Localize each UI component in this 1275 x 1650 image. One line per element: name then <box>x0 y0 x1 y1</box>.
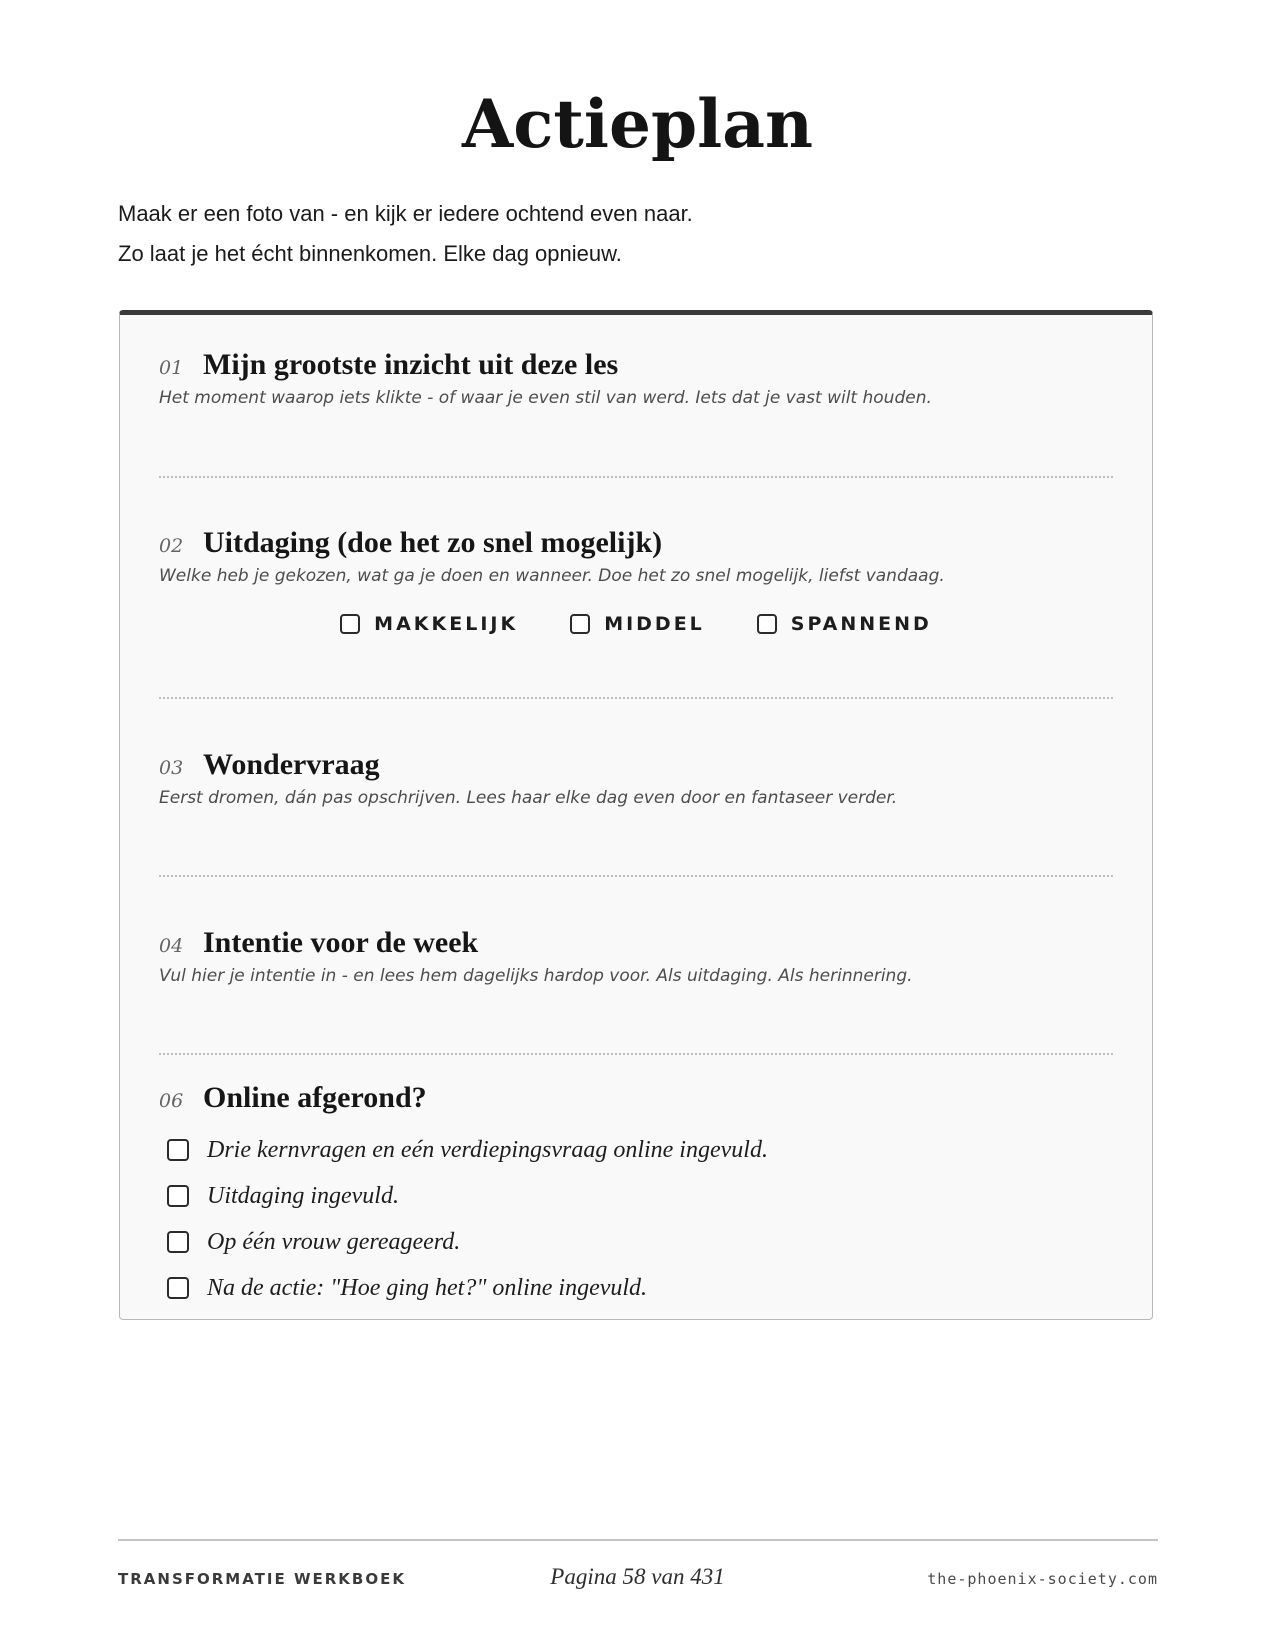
checkbox[interactable] <box>167 1231 189 1253</box>
section-intention <box>159 926 1113 986</box>
section-heading: Intentie voor de week <box>203 926 479 959</box>
option-label: SPANNEND <box>790 613 932 635</box>
checkbox[interactable] <box>167 1139 189 1161</box>
online-checklist <box>167 1127 768 1311</box>
section-miracle-question <box>159 748 1113 808</box>
section-heading: Online afgerond? <box>203 1081 427 1114</box>
difficulty-options <box>159 613 1113 635</box>
page-number: Pagina 58 van 431 <box>550 1564 725 1589</box>
footer-divider <box>118 1539 1158 1541</box>
section-divider <box>159 697 1113 699</box>
checkbox[interactable] <box>167 1185 189 1207</box>
page-title: Actieplan <box>462 85 813 163</box>
section-divider <box>159 476 1113 478</box>
footer-website: the-phoenix-society.com <box>927 1570 1158 1588</box>
section-heading: Uitdaging (doe het zo snel mogelijk) <box>203 526 663 559</box>
option-label: MAKKELIJK <box>374 613 519 635</box>
intro-line: Zo laat je het écht binnenkomen. Elke dag opnieuw. <box>118 241 622 266</box>
checkbox-spannend[interactable] <box>757 614 777 634</box>
checklist-label: Uitdaging ingevuld. <box>207 1182 399 1209</box>
checklist-label: Op één vrouw gereageerd. <box>207 1228 461 1255</box>
checklist-item[interactable] <box>167 1127 768 1173</box>
checklist-item[interactable] <box>167 1219 768 1265</box>
checkbox[interactable] <box>167 1277 189 1299</box>
option-label: MIDDEL <box>604 613 705 635</box>
section-number: 06 <box>159 1090 184 1112</box>
section-insight <box>159 348 1113 408</box>
option-makkelijk[interactable] <box>340 613 518 635</box>
checkbox-middel[interactable] <box>570 614 590 634</box>
section-challenge <box>159 526 1113 635</box>
option-spannend[interactable] <box>757 613 932 635</box>
section-number: 03 <box>159 757 184 779</box>
section-number: 01 <box>159 357 184 379</box>
intro-line: Maak er een foto van - en kijk er iedere ochtend even naar. <box>118 201 693 226</box>
checklist-label: Drie kernvragen en eén verdiepingsvraag online ingevuld. <box>207 1136 768 1163</box>
section-heading: Mijn grootste inzicht uit deze les <box>203 348 619 381</box>
section-subtitle: Eerst dromen, dán pas opschrijven. Lees haar elke dag even door en fantaseer verder. <box>159 788 898 808</box>
section-number: 04 <box>159 935 184 957</box>
section-subtitle: Het moment waarop iets klikte - of waar je even stil van werd. Iets dat je vast wilt houden. <box>159 388 932 408</box>
section-divider <box>159 875 1113 877</box>
footer-book-title: TRANSFORMATIE WERKBOEK <box>118 1570 406 1588</box>
checklist-item[interactable] <box>167 1265 768 1311</box>
section-subtitle: Vul hier je intentie in - en lees hem dagelijks hardop voor. Als uitdaging. Als herinnering. <box>159 966 913 986</box>
intro-text <box>118 194 1168 274</box>
section-divider <box>159 1053 1113 1055</box>
section-heading: Wondervraag <box>203 748 380 781</box>
checklist-label: Na de actie: "Hoe ging het?" online ingevuld. <box>207 1274 648 1301</box>
section-online-completed <box>159 1081 1113 1115</box>
checklist-item[interactable] <box>167 1173 768 1219</box>
section-subtitle: Welke heb je gekozen, wat ga je doen en wanneer. Doe het zo snel mogelijk, liefst vandaag. <box>159 566 945 586</box>
option-middel[interactable] <box>570 613 705 635</box>
section-number: 02 <box>159 535 184 557</box>
checkbox-makkelijk[interactable] <box>340 614 360 634</box>
